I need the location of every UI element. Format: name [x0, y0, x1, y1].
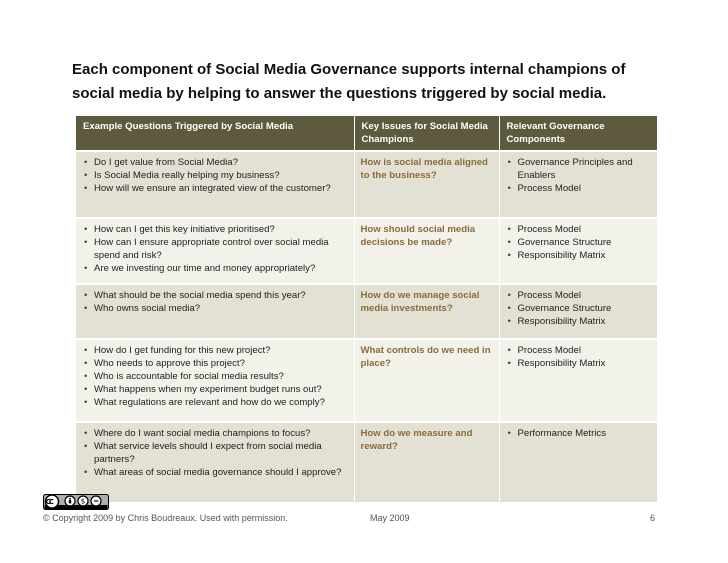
svg-text:$: $ [80, 497, 86, 506]
question-item: • Who is accountable for social media results? [82, 370, 350, 383]
issue-text: How do we measure and reward? [360, 428, 473, 452]
issue-cell [354, 218, 499, 284]
svg-text:=: = [93, 497, 99, 506]
question-item: • Are we investing our time and money appropriately? [82, 262, 350, 275]
question-item: • Is Social Media really helping my business? [82, 169, 350, 182]
component-item: • Governance Structure [506, 302, 654, 315]
components-cell [499, 218, 657, 284]
question-item: • What areas of social media governance should I approve? [82, 466, 350, 479]
question-item: • Who owns social media? [82, 302, 350, 315]
component-item: • Governance Structure [506, 236, 654, 249]
question-item: • What service levels should I expect from social media partners? [82, 440, 350, 466]
table-row [76, 422, 657, 502]
components-cell [499, 339, 657, 422]
questions-cell [76, 339, 354, 422]
question-item: • Where do I want social media champions to focus? [82, 427, 350, 440]
component-item: • Process Model [506, 182, 654, 195]
table-header-row [76, 116, 657, 151]
questions-cell [76, 218, 354, 284]
issue-cell [354, 339, 499, 422]
questions-cell [76, 422, 354, 502]
component-item: • Performance Metrics [506, 427, 654, 440]
component-item: • Process Model [506, 344, 654, 357]
table-row [76, 284, 657, 339]
header-example-questions: Example Questions Triggered by Social Media [76, 116, 354, 151]
footer-date: May 2009 [370, 513, 410, 523]
component-item: • Responsibility Matrix [506, 357, 654, 370]
question-item: • How will we ensure an integrated view of the customer? [82, 182, 350, 195]
question-item: • What happens when my experiment budget runs out? [82, 383, 350, 396]
components-cell [499, 422, 657, 502]
header-key-issues: Key Issues for Social Media Champions [354, 116, 499, 151]
issue-cell [354, 284, 499, 339]
components-cell [499, 151, 657, 218]
issue-cell [354, 151, 499, 218]
component-item: • Process Model [506, 223, 654, 236]
header-governance-components: Relevant Governance Components [499, 116, 657, 151]
footer-copyright: © Copyright 2009 by Chris Boudreaux. Used with permission. [43, 513, 288, 523]
question-item: • How can I get this key initiative prioritised? [82, 223, 350, 236]
issue-text: How do we manage social media investments? [360, 290, 480, 314]
table-row [76, 218, 657, 284]
issue-text: How should social media decisions be made? [360, 224, 476, 248]
creative-commons-by-sa-icon [43, 494, 109, 510]
question-item: • Do I get value from Social Media? [82, 156, 350, 169]
slide-title: Each component of Social Media Governance supports internal champions of social media by helping to answer the questions triggered by social media. [72, 61, 626, 102]
table-row [76, 339, 657, 422]
questions-cell [76, 284, 354, 339]
component-item: • Process Model [506, 289, 654, 302]
component-item: • Responsibility Matrix [506, 315, 654, 328]
governance-table [76, 116, 657, 502]
issue-text: What controls do we need in place? [360, 345, 491, 369]
question-item: • Who needs to approve this project? [82, 357, 350, 370]
issue-cell [354, 422, 499, 502]
components-cell [499, 284, 657, 339]
footer-page-number: 6 [650, 513, 656, 523]
component-item: • Governance Principles and Enablers [506, 156, 654, 182]
question-item: • What regulations are relevant and how do we comply? [82, 396, 350, 409]
component-item: • Responsibility Matrix [506, 249, 654, 262]
issue-text: How is social media aligned to the business? [360, 157, 488, 181]
question-item: • How can I ensure appropriate control over social media spend and risk? [82, 236, 350, 262]
table-row [76, 151, 657, 218]
questions-cell [76, 151, 354, 218]
question-item: • What should be the social media spend this year? [82, 289, 350, 302]
question-item: • How do I get funding for this new project? [82, 344, 350, 357]
